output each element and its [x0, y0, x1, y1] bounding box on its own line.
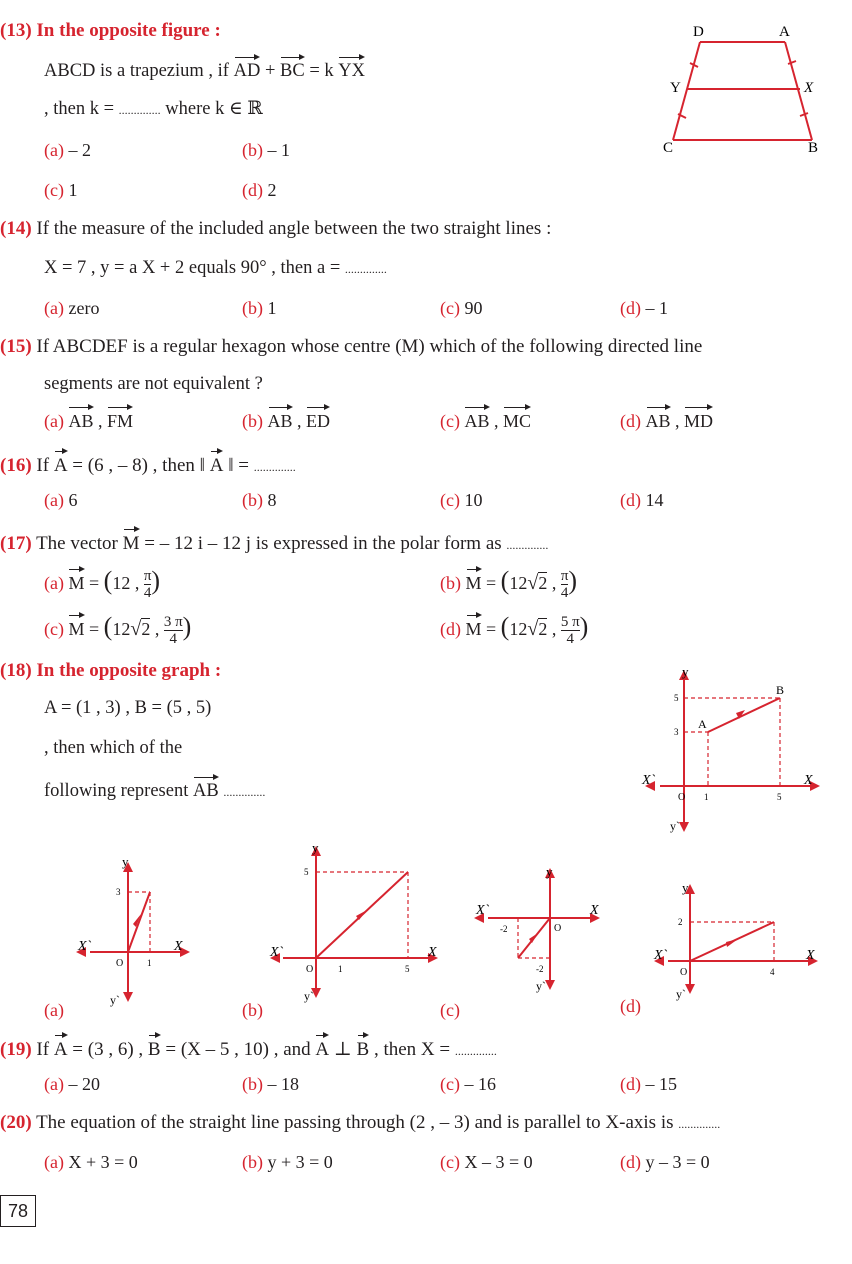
- point-a-label: A: [698, 717, 707, 731]
- tick-x: -2: [500, 924, 508, 934]
- xp-label: X`: [654, 948, 668, 963]
- label-a: A: [779, 24, 790, 40]
- tick-x: 1: [147, 958, 152, 968]
- answer-blank: ..............: [223, 785, 266, 799]
- option-text: 1: [68, 180, 78, 200]
- yp-arrow-icon: [545, 980, 555, 990]
- label-c: C: [663, 140, 674, 156]
- option-letter: (d): [440, 619, 461, 639]
- unit-vector-i: i: [197, 533, 203, 554]
- q15-option-a[interactable]: (a) AB , FM: [44, 406, 133, 432]
- paren-open: (: [103, 612, 113, 641]
- xp-label: X`: [642, 773, 656, 788]
- q17-text-mid: = – 12: [139, 533, 198, 554]
- vector-1: AB: [646, 406, 671, 432]
- q17-question: [0, 528, 548, 555]
- numerator: 3 π: [163, 614, 183, 631]
- vector-2: MC: [503, 406, 531, 432]
- trapezium-figure: [660, 22, 830, 157]
- q16-option-c[interactable]: [440, 490, 482, 511]
- magnitude: 12: [509, 619, 528, 639]
- option-letter: (d): [620, 298, 641, 318]
- tick-mark: [800, 113, 808, 116]
- tick-1: 1: [704, 792, 709, 802]
- y-label: y: [682, 880, 689, 895]
- label-y: Y: [670, 80, 681, 96]
- q14-option-b[interactable]: [242, 298, 277, 319]
- paren-close: ): [568, 566, 578, 595]
- q20-option-a[interactable]: [44, 1152, 138, 1173]
- x-label: X: [428, 945, 437, 960]
- vector-m: M: [466, 568, 482, 594]
- option-text: – 2: [68, 140, 91, 160]
- denominator: 4: [560, 585, 569, 602]
- tick-y: 3: [116, 887, 121, 897]
- y-label: y: [312, 840, 319, 855]
- sqrt-sign: √: [527, 618, 539, 640]
- sqrt-sign: √: [527, 572, 539, 594]
- q13-line2: [44, 98, 263, 120]
- q17-number: (17): [0, 533, 32, 554]
- paren-close: ): [579, 612, 589, 641]
- option-letter: (d): [620, 490, 641, 510]
- xp-label: X`: [270, 945, 284, 960]
- q15-option-b[interactable]: (b) AB , ED: [242, 406, 330, 432]
- q20-option-b[interactable]: [242, 1152, 333, 1173]
- option-letter: (d): [242, 180, 263, 200]
- origin-label: O: [306, 964, 314, 975]
- option-letter: (c): [440, 298, 460, 318]
- option-text: 2: [267, 180, 277, 200]
- option-text: 90: [464, 298, 483, 318]
- option-letter: (c): [440, 490, 460, 510]
- option-text: – 18: [267, 1074, 299, 1094]
- q14-line2: [44, 258, 387, 279]
- q15-text: If ABCDEF is a regular hexagon whose centre (M) which of the following directed line: [36, 336, 703, 357]
- q17-option-a[interactable]: (a) M = (12 , $\frac{\pi}{4}$ ): [44, 566, 161, 602]
- vector-direction-icon: [726, 939, 738, 947]
- vector-1: AB: [68, 406, 93, 432]
- tick-5y: 5: [674, 693, 679, 703]
- q18-option-b-graph[interactable]: [268, 838, 448, 1013]
- x-label: X: [804, 773, 813, 788]
- option-letter: (d): [620, 1152, 641, 1172]
- q15-option-d[interactable]: (d) AB , MD: [620, 406, 713, 432]
- q18-line3: [44, 776, 265, 802]
- paren-open: (: [103, 566, 113, 595]
- q20-question: [0, 1112, 720, 1134]
- xp-label: X`: [78, 939, 92, 954]
- option-letter: (b): [242, 411, 263, 431]
- answer-blank: ..............: [506, 538, 549, 552]
- option-text: 8: [267, 490, 277, 510]
- vector-1: AB: [268, 406, 293, 432]
- y-label: y: [682, 664, 689, 679]
- q13-line2-condition: where k ∈ ℝ: [160, 99, 263, 119]
- option-text: X + 3 = 0: [68, 1152, 138, 1172]
- answer-blank: ..............: [253, 460, 296, 474]
- vector-a: A: [315, 1034, 329, 1061]
- q17-option-c[interactable]: (c) M = (12√2 , $\frac{3 \pi}{4}$ ): [44, 612, 192, 648]
- equals-k: = k: [304, 61, 339, 81]
- option-letter: (d): [620, 1074, 641, 1094]
- radicand: 2: [141, 619, 151, 639]
- option-letter: (c): [44, 619, 64, 639]
- option-text: 6: [68, 490, 78, 510]
- q15-number: (15): [0, 336, 32, 357]
- q20-text: The equation of the straight line passing through (2 , – 3) and is parallel to X-axis is: [36, 1112, 679, 1133]
- answer-blank: ..............: [344, 262, 387, 276]
- denominator: 4: [143, 585, 152, 602]
- vector-a: A: [54, 1034, 68, 1061]
- vector-m: M: [68, 614, 84, 640]
- option-text: y + 3 = 0: [267, 1152, 333, 1172]
- vector-2: MD: [684, 406, 713, 432]
- q15-option-c[interactable]: (c) AB , MC: [440, 406, 531, 432]
- unit-vector-j: j: [245, 533, 252, 554]
- option-letter: (b): [440, 573, 461, 593]
- vector-a: A: [210, 450, 224, 477]
- option-letter: (d): [620, 411, 641, 431]
- yp-label: y`: [676, 987, 686, 1001]
- q19-option-c[interactable]: [440, 1074, 496, 1095]
- option-letter: (b): [242, 1074, 263, 1094]
- tick-mark: [788, 61, 796, 64]
- q18-number: (18): [0, 660, 32, 681]
- vector-yx: YX: [338, 56, 365, 82]
- option-letter: (a): [44, 490, 64, 510]
- q14-option-c[interactable]: [440, 298, 482, 319]
- vector-ab-line: [708, 698, 780, 732]
- vector-ad: AD: [234, 56, 261, 82]
- label-b: B: [808, 140, 819, 156]
- q16-option-a[interactable]: [44, 490, 77, 511]
- option-letter: (c): [440, 1074, 460, 1094]
- origin-label: O: [554, 923, 562, 934]
- q16-option-b[interactable]: [242, 490, 277, 511]
- option-text: X – 3 = 0: [464, 1152, 533, 1172]
- perpendicular-sign: ⊥: [329, 1039, 357, 1060]
- option-text: – 15: [645, 1074, 677, 1094]
- q19-number: (19): [0, 1039, 32, 1060]
- q14-text: If the measure of the included angle between the two straight lines :: [36, 218, 552, 239]
- q13-title: In the opposite figure :: [36, 20, 221, 41]
- q13-option-c[interactable]: [44, 180, 77, 201]
- yp-arrow-icon: [685, 984, 695, 994]
- option-text: – 1: [645, 298, 668, 318]
- option-letter: (a): [44, 1152, 64, 1172]
- q19-option-a[interactable]: [44, 1074, 100, 1095]
- q20-option-d[interactable]: [620, 1152, 710, 1173]
- vector-a: A: [54, 450, 68, 477]
- option-letter: (a): [44, 411, 64, 431]
- tick-x1: 1: [338, 964, 343, 974]
- option-text: y – 3 = 0: [645, 1152, 710, 1172]
- x-label: X: [174, 939, 183, 954]
- tick-y: -2: [536, 964, 544, 974]
- q18-option-d-label[interactable]: (d): [620, 996, 641, 1016]
- q16-text-mid: = (6 , – 8) , then ‖: [67, 455, 210, 476]
- option-letter: (a): [44, 1074, 64, 1094]
- q18-line1: A = (1 , 3) , B = (5 , 5): [44, 698, 212, 718]
- angle-fraction: [164, 614, 183, 647]
- radicand: 2: [538, 619, 548, 639]
- tick-5: 5: [777, 792, 782, 802]
- numerator: π: [143, 568, 152, 585]
- vector-2: ED: [306, 406, 330, 432]
- q20-number: (20): [0, 1112, 32, 1133]
- q16-text: If: [36, 455, 54, 476]
- sqrt-sign: √: [130, 618, 142, 640]
- origin-label: O: [678, 792, 686, 803]
- vector-line: [128, 892, 150, 952]
- q18-line2: , then which of the: [44, 738, 183, 758]
- yp-arrow-icon: [123, 992, 133, 1002]
- answer-blank: ..............: [454, 1044, 497, 1058]
- vector-bc: BC: [280, 56, 305, 82]
- tick-3: 3: [674, 727, 679, 737]
- q17-option-d[interactable]: (d) M = (12√2 , $\frac{5 \pi}{4}$ ): [440, 612, 589, 648]
- q13-option-b[interactable]: [242, 140, 290, 161]
- q19-text-post: , then X =: [369, 1039, 455, 1060]
- option-letter: (b): [242, 140, 263, 160]
- q17-text: The vector: [36, 533, 123, 554]
- answer-blank: ..............: [678, 1117, 721, 1131]
- q16-number: (16): [0, 455, 32, 476]
- vector-b: B: [357, 1034, 370, 1061]
- q18-title: In the opposite graph :: [36, 660, 222, 681]
- origin-label: O: [116, 958, 124, 969]
- option-text: 10: [464, 490, 483, 510]
- q13-option-d[interactable]: [242, 180, 277, 201]
- q20-option-c[interactable]: [440, 1152, 533, 1173]
- q19-question: [0, 1034, 497, 1061]
- option-letter: (b): [242, 490, 263, 510]
- q15-question: [0, 336, 702, 358]
- answer-blank: ..............: [118, 103, 161, 117]
- label-x: X: [804, 80, 814, 96]
- denominator: 4: [566, 631, 574, 648]
- y-label: y: [122, 854, 129, 869]
- option-text: 14: [645, 490, 664, 510]
- denominator: 4: [169, 631, 177, 648]
- yp-label: y`: [110, 993, 120, 1007]
- x-label: X: [590, 903, 599, 918]
- option-letter: (a): [44, 573, 64, 593]
- q19-text-mid1: = (3 , 6) ,: [67, 1039, 148, 1060]
- q18-option-a-label[interactable]: (a): [44, 1000, 64, 1020]
- q18-line3-text: following represent: [44, 781, 193, 801]
- paren-open: (: [500, 566, 510, 595]
- magnitude: 12: [112, 573, 131, 593]
- option-letter: (b): [242, 1152, 263, 1172]
- vector-m: M: [123, 528, 140, 555]
- yp-arrow-icon: [679, 822, 689, 832]
- q13-line1-text: ABCD is a trapezium , if: [44, 61, 234, 81]
- q14-number: (14): [0, 218, 32, 239]
- radicand: 2: [538, 573, 548, 593]
- q19-text-mid2: = (X – 5 , 10) , and: [160, 1039, 316, 1060]
- vector-1: AB: [464, 406, 489, 432]
- q13-line1: [44, 56, 365, 82]
- magnitude: 12: [112, 619, 131, 639]
- yp-label: y`: [670, 819, 680, 833]
- q17-option-b[interactable]: (b) M = (12√2 , $\frac{\pi}{4}$ ): [440, 566, 578, 602]
- option-text: – 1: [267, 140, 290, 160]
- q18-heading: [0, 660, 221, 682]
- vector-m: M: [466, 614, 482, 640]
- q14-option-a[interactable]: [44, 298, 99, 319]
- numerator: 5 π: [560, 614, 580, 631]
- q19-text: If: [36, 1039, 54, 1060]
- q16-option-d[interactable]: [620, 490, 664, 511]
- q19-option-d[interactable]: [620, 1074, 677, 1095]
- q19-option-b[interactable]: [242, 1074, 299, 1095]
- tick-y: 2: [678, 917, 683, 927]
- yp-label: y`: [304, 989, 314, 1003]
- q13-option-a[interactable]: [44, 140, 91, 161]
- q18-option-c-label[interactable]: (c): [440, 1000, 460, 1020]
- q16-text-post: ‖ =: [223, 455, 254, 476]
- numerator: π: [560, 568, 569, 585]
- y-label: y: [546, 864, 553, 879]
- q18-option-d-graph[interactable]: [650, 876, 830, 1006]
- q14-option-d[interactable]: [620, 298, 668, 319]
- paren-close: ): [151, 566, 161, 595]
- option-letter: (c): [440, 411, 460, 431]
- q14-question: [0, 218, 551, 240]
- option-letter: (c): [44, 180, 64, 200]
- q15-line2: segments are not equivalent ?: [44, 374, 263, 394]
- origin-label: O: [680, 967, 688, 978]
- tick-x: 4: [770, 967, 775, 977]
- option-text: 1: [267, 298, 277, 318]
- vector-2: FM: [107, 406, 133, 432]
- point-b-label: B: [776, 683, 785, 697]
- tick-y: 5: [304, 867, 309, 877]
- magnitude: 12: [509, 573, 528, 593]
- q14-line2-text: X = 7 , y = a X + 2 equals 90° , then a =: [44, 258, 345, 278]
- label-d: D: [693, 24, 704, 40]
- option-letter: (a): [44, 298, 64, 318]
- option-text: zero: [68, 298, 100, 318]
- q13-number: (13): [0, 20, 32, 41]
- option-letter: (b): [242, 298, 263, 318]
- q13-heading: [0, 20, 221, 42]
- vector-ab: AB: [193, 776, 219, 802]
- page-number: 78: [0, 1195, 36, 1227]
- q18-option-c-graph[interactable]: [470, 860, 610, 995]
- q18-option-b-label[interactable]: (b): [242, 1000, 263, 1020]
- angle-fraction: [561, 614, 580, 647]
- tick-x: 5: [405, 964, 410, 974]
- q16-question: [0, 450, 296, 477]
- option-text: – 16: [464, 1074, 496, 1094]
- yp-label: y`: [536, 979, 546, 993]
- q18-main-graph: [640, 662, 825, 837]
- q18-option-a-graph[interactable]: [70, 852, 200, 1012]
- q17-text-post: is expressed in the polar form as: [251, 533, 507, 554]
- paren-close: ): [182, 612, 192, 641]
- q17-text-mid2: – 12: [203, 533, 246, 554]
- paren-open: (: [500, 612, 510, 641]
- vector-b: B: [148, 1034, 161, 1061]
- plus-sign: +: [260, 61, 281, 81]
- option-letter: (a): [44, 140, 64, 160]
- xp-label: X`: [476, 903, 490, 918]
- option-text: – 20: [68, 1074, 100, 1094]
- x-label: X: [806, 948, 815, 963]
- option-letter: (c): [440, 1152, 460, 1172]
- vector-m: M: [68, 568, 84, 594]
- q13-line2-text: , then k =: [44, 99, 119, 119]
